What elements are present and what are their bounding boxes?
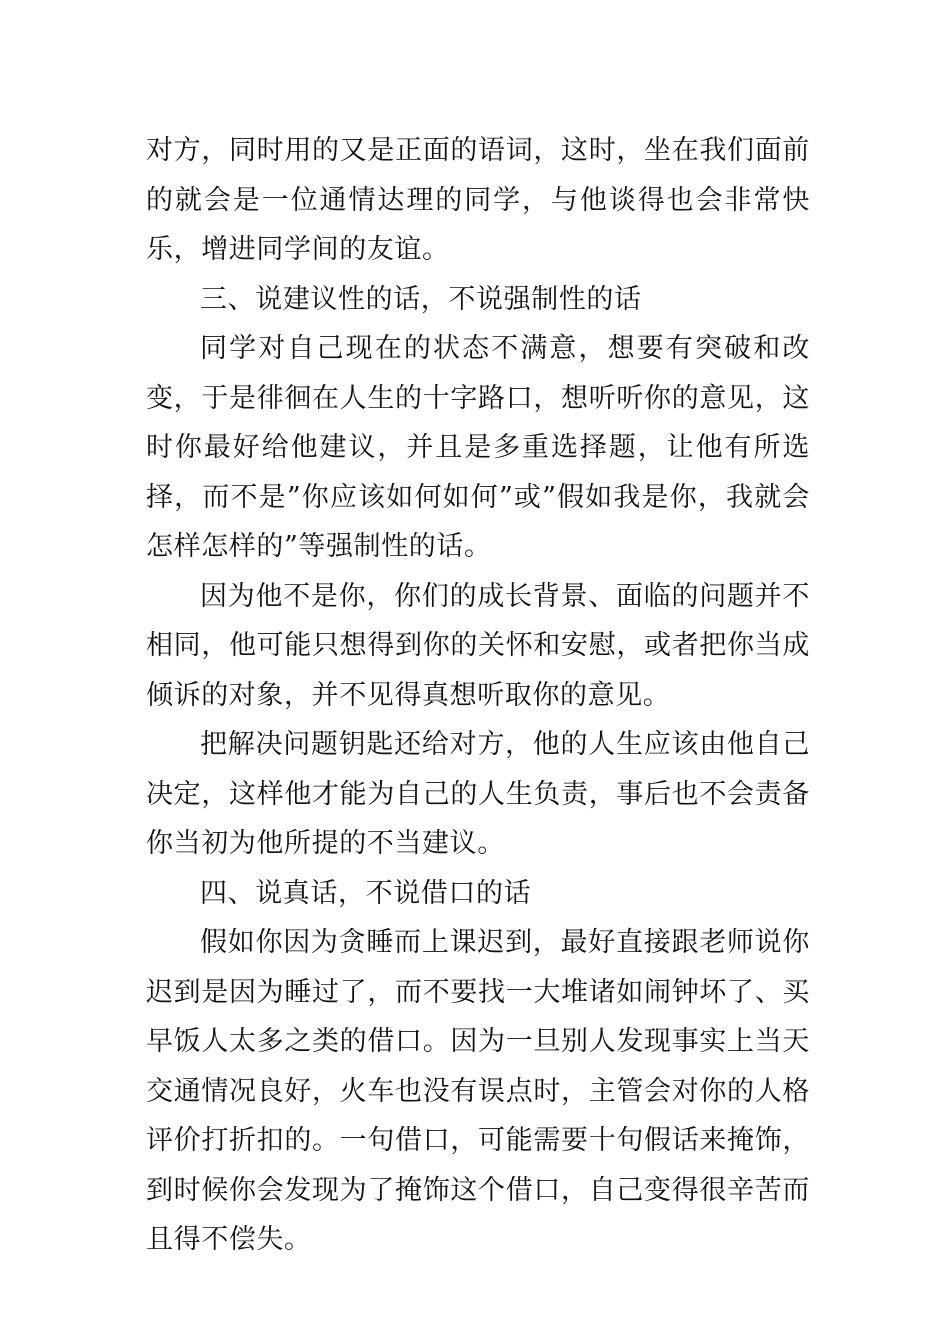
- paragraph: 同学对自己现在的状态不满意，想要有突破和改变，于是徘徊在人生的十字路口，想听听你的意见，这时你最好给他建议，并且是多重选择题，让他有所选择，而不是”你应该如何如何”或”假如我是你，我就会怎样怎样的”等强制性的话。: [146, 333, 810, 562]
- section-heading-4: 四、说真话，不说借口的话: [200, 877, 532, 909]
- document-body: [146, 126, 810, 1265]
- paragraph: 把解决问题钥匙还给对方，他的人生应该由他自己决定，这样他才能为自己的人生负责，事后也不会责备你当初为他所提的不当建议。: [146, 729, 810, 859]
- section-heading-3: 三、说建议性的话，不说强制性的话: [200, 283, 642, 315]
- paragraph: 假如你因为贪睡而上课迟到，最好直接跟老师说你迟到是因为睡过了，而不要找一大堆诸如闹钟坏了、买早饭人太多之类的借口。因为一旦别人发现事实上当天交通情况良好，火车也没有误点时，主管会对你的人格评价打折扣的。一句借口，可能需要十句假话来掩饰，到时候你会发现为了掩饰这个借口，自己变得很辛苦而且得不偿失。: [146, 927, 810, 1255]
- paragraph: 因为他不是你，你们的成长背景、面临的问题并不相同，他可能只想得到你的关怀和安慰，或者把你当成倾诉的对象，并不见得真想听取你的意见。: [146, 580, 810, 711]
- paragraph-continuation: 对方，同时用的又是正面的语词，这时，坐在我们面前的就会是一位通情达理的同学，与他谈得也会非常快乐，增进同学间的友谊。: [146, 135, 810, 265]
